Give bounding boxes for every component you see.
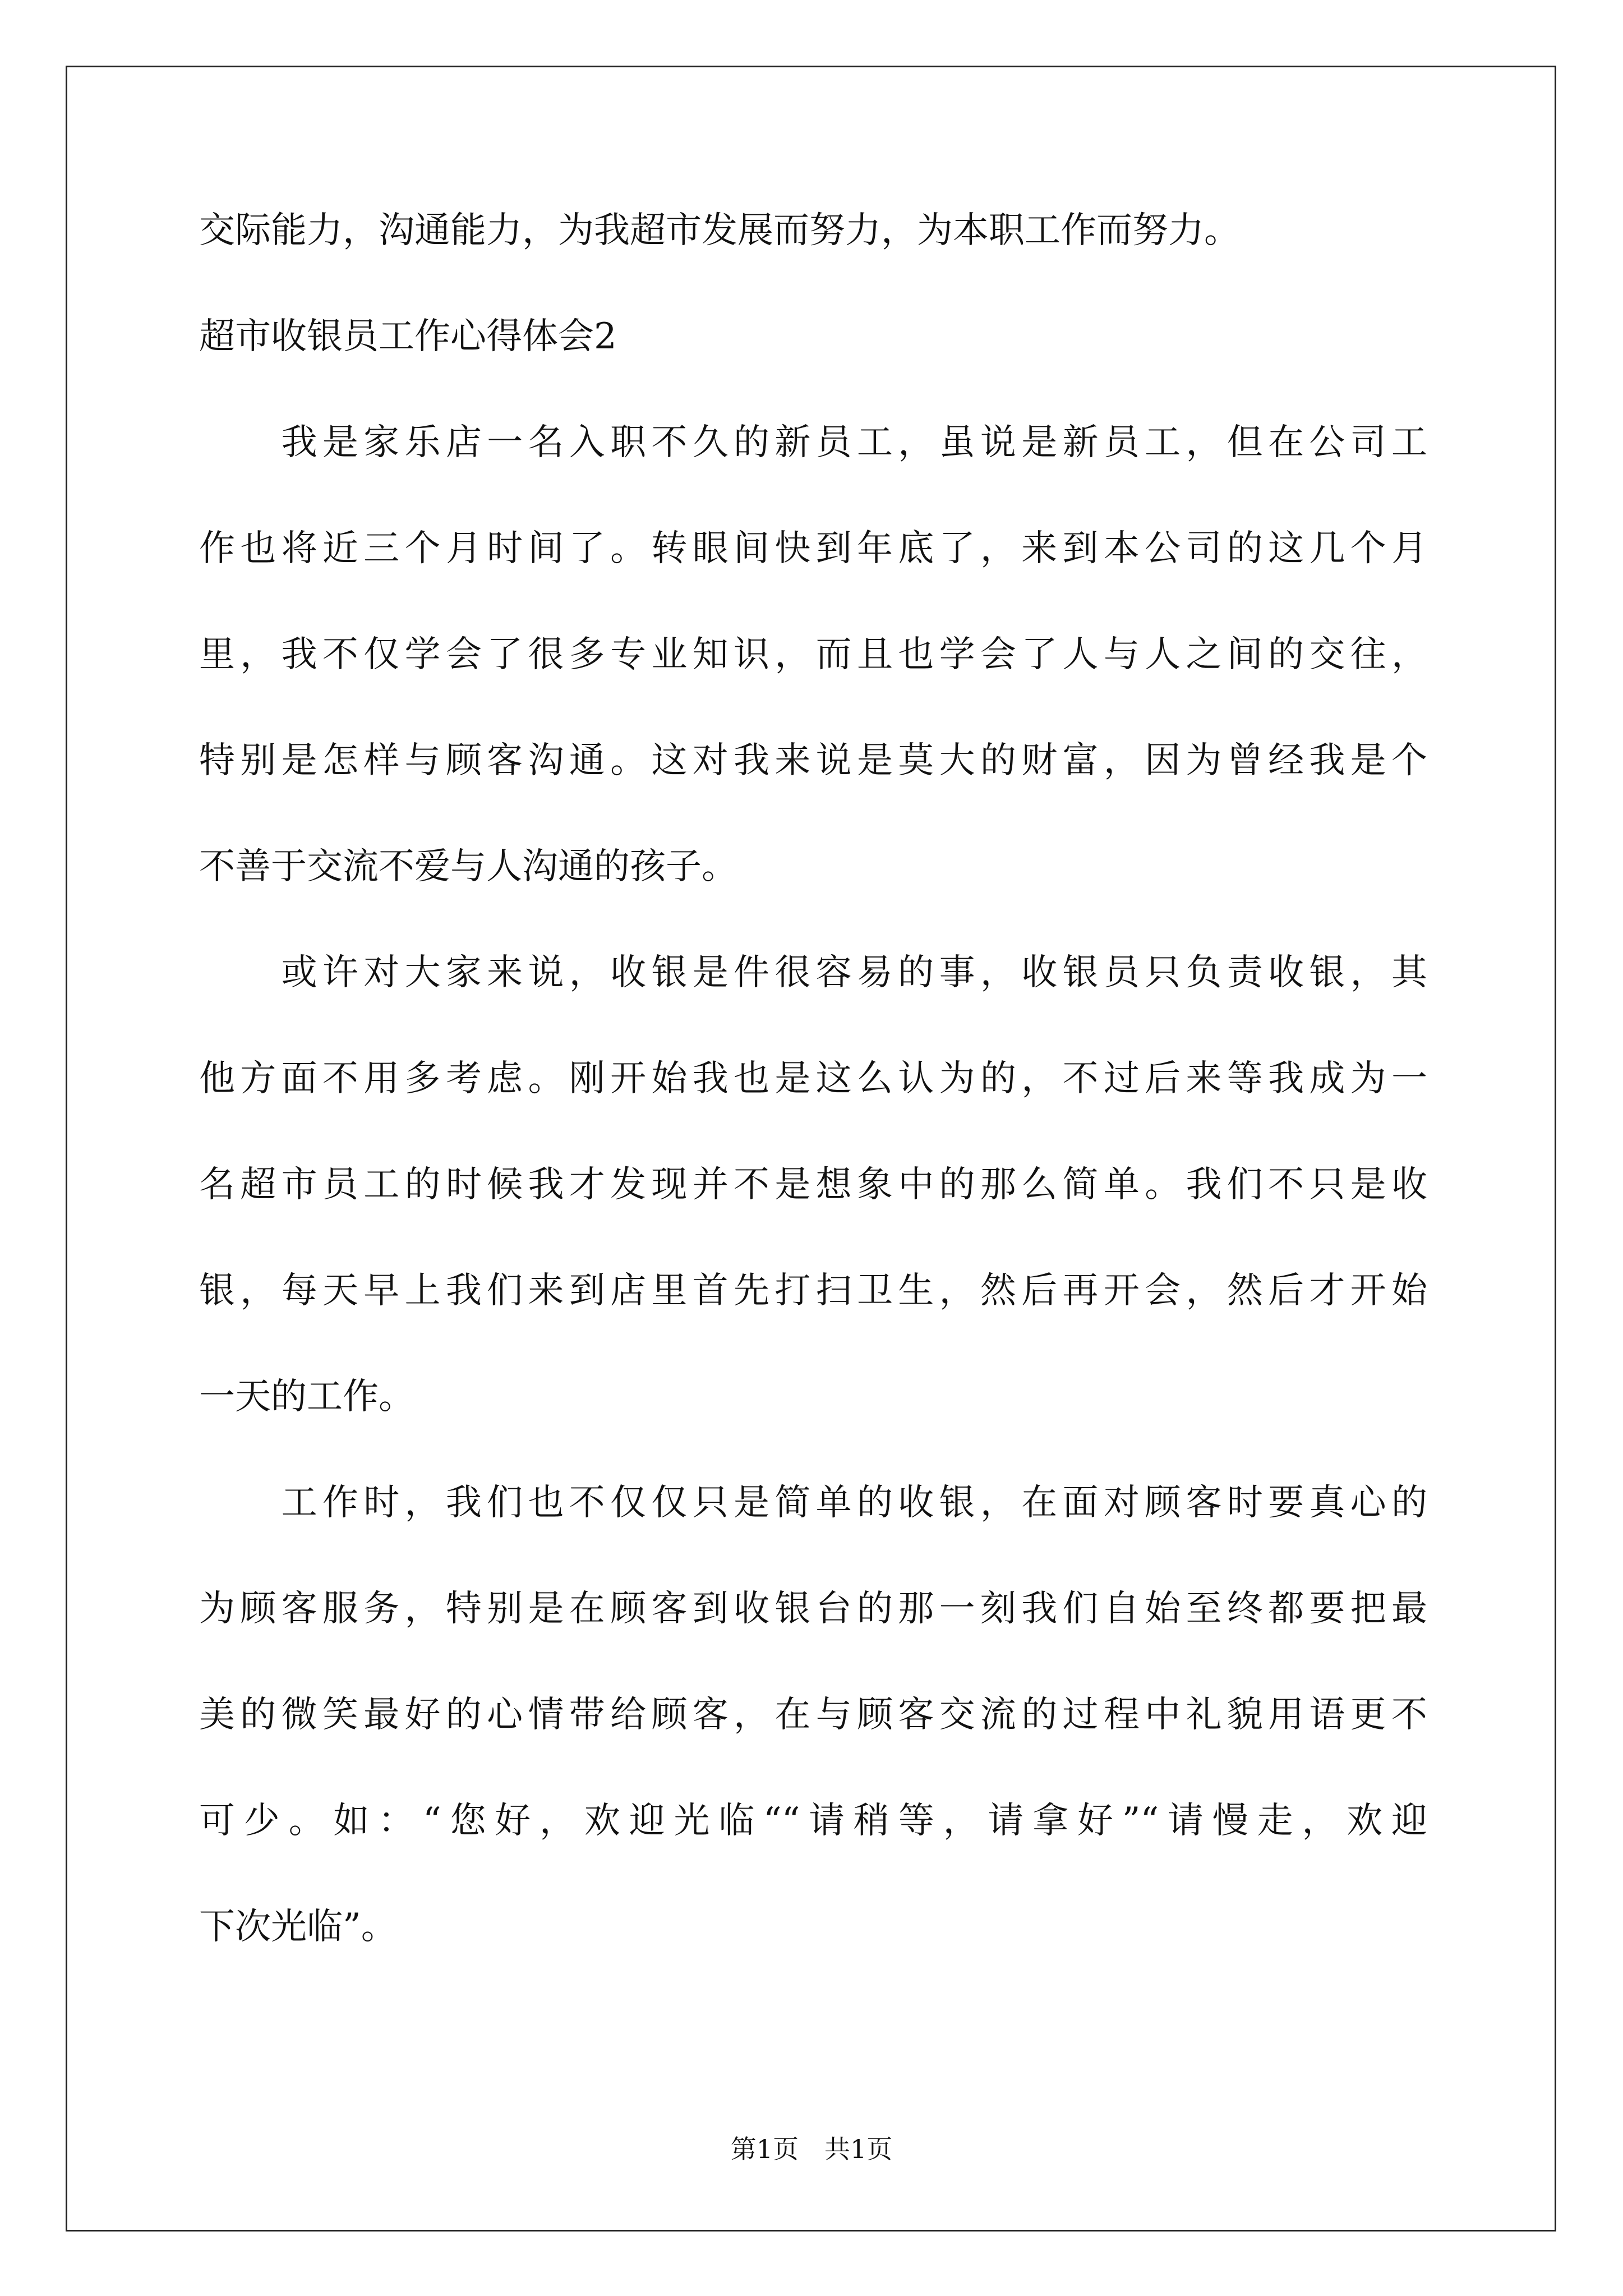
- page-footer: 第1页 共1页: [730, 2134, 893, 2164]
- text-line: 银，每天早上我们来到店里首先打扫卫生，然后再开会，然后才开始: [199, 1270, 1427, 1312]
- text-line: 名超市员工的时候我才发现并不是想象中的那么简单。我们不只是收: [199, 1164, 1427, 1205]
- document-body: [199, 210, 1427, 1948]
- text-line: 我是家乐店一名入职不久的新员工，虽说是新员工，但在公司工: [199, 422, 1427, 463]
- text-line: 作也将近三个月时间了。转眼间快到年底了，来到本公司的这几个月: [199, 528, 1427, 569]
- text-line: 或许对大家来说，收银是件很容易的事，收银员只负责收银，其: [199, 952, 1427, 993]
- text-line: 不善于交流不爱与人沟通的孩子。: [199, 846, 737, 887]
- text-line: 可少。如：“您好，欢迎光临““请稍等，请拿好”“请慢走，欢迎: [199, 1800, 1427, 1842]
- text-line: 里，我不仅学会了很多专业知识，而且也学会了人与人之间的交往，: [199, 634, 1427, 675]
- text-line: 交际能力，沟通能力，为我超市发展而努力，为本职工作而努力。: [199, 210, 1240, 251]
- text-line: 工作时，我们也不仅仅只是简单的收银，在面对顾客时要真心的: [199, 1482, 1427, 1524]
- text-line: 特别是怎样与顾客沟通。这对我来说是莫大的财富，因为曾经我是个: [199, 740, 1427, 781]
- text-line: 一天的工作。: [199, 1376, 414, 1418]
- text-line: 他方面不用多考虑。刚开始我也是这么认为的，不过后来等我成为一: [199, 1058, 1427, 1099]
- text-line: 为顾客服务，特别是在顾客到收银台的那一刻我们自始至终都要把最: [199, 1588, 1427, 1630]
- section-heading: 超市收银员工作心得体会2: [199, 316, 617, 357]
- text-line: 美的微笑最好的心情带给顾客，在与顾客交流的过程中礼貌用语更不: [199, 1694, 1427, 1736]
- text-line: 下次光临”。: [199, 1906, 397, 1948]
